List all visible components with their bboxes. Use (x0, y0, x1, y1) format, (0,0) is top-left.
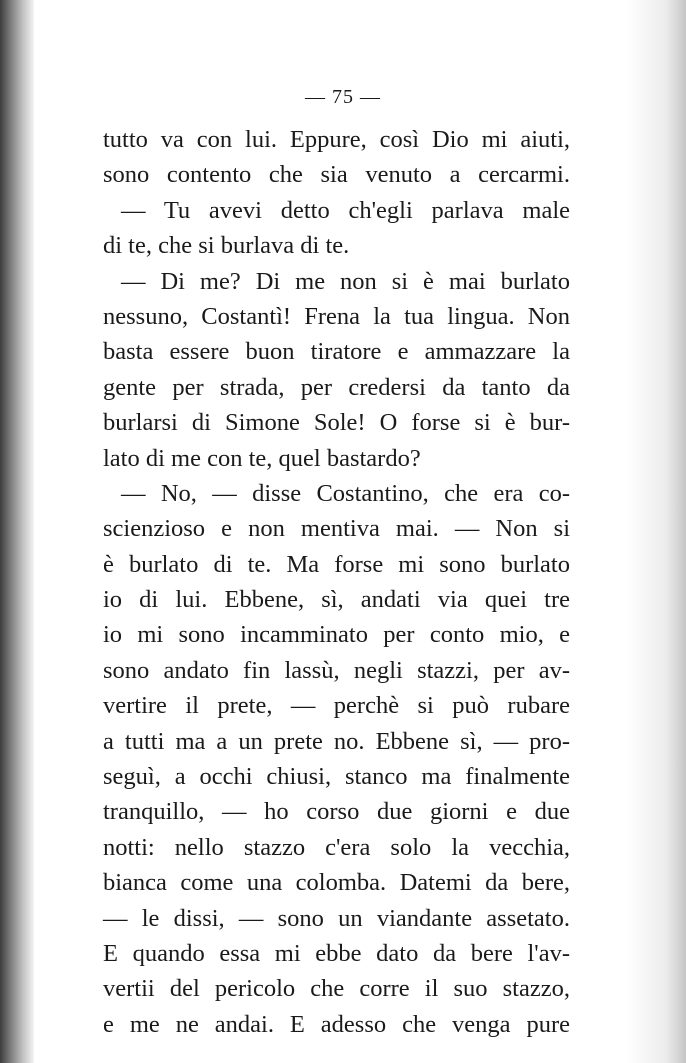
page-number: — 75 — (305, 86, 381, 108)
text-line: io di lui. Ebbene, sì, andati via quei tre (103, 586, 570, 614)
text-line: vertire il prete, — perchè si può rubare (103, 692, 570, 720)
text-line: basta essere buon tiratore e ammazzare la (103, 338, 570, 366)
text-line: sono contento che sia venuto a cercarmi. (103, 161, 570, 189)
text-line: — Di me? Di me non si è mai burlato (121, 267, 570, 295)
text-line: scienzioso e non mentiva mai. — Non si (103, 515, 570, 543)
text-line: è burlato di te. Ma forse mi sono burlato (103, 550, 570, 578)
body-text (103, 122, 570, 1042)
text-line: lato di me con te, quel bastardo? (103, 444, 421, 472)
book-gutter-shadow (0, 0, 34, 1063)
text-line: a tutti ma a un prete no. Ebbene sì, — pro- (103, 727, 570, 755)
text-line: — Tu avevi detto ch'egli parlava male (121, 196, 570, 224)
text-line: gente per strada, per credersi da tanto da (103, 373, 570, 401)
text-line: E quando essa mi ebbe dato da bere l'av- (103, 939, 570, 967)
text-line: di te, che si burlava di te. (103, 232, 350, 260)
text-line: — le dissi, — sono un viandante assetato. (103, 904, 570, 932)
text-line: notti: nello stazzo c'era solo la vecchia, (103, 833, 570, 861)
text-line: nessuno, Costantì! Frena la tua lingua. Non (103, 302, 570, 330)
page-edge-shadow (626, 0, 686, 1063)
text-line: tranquillo, — ho corso due giorni e due (103, 798, 570, 826)
text-line: e me ne andai. E adesso che venga pure (103, 1010, 570, 1038)
text-line: — No, — disse Costantino, che era co- (121, 479, 570, 507)
text-line: tutto va con lui. Eppure, così Dio mi aiuti, (103, 126, 570, 153)
text-line: bianca come una colomba. Datemi da bere, (103, 869, 570, 897)
text-line: vertii del pericolo che corre il suo stazzo, (103, 975, 570, 1003)
text-line: sono andato fin lassù, negli stazzi, per av- (103, 656, 570, 684)
text-line: seguì, a occhi chiusi, stanco ma finalmente (103, 763, 570, 791)
text-line: io mi sono incamminato per conto mio, e (103, 621, 570, 649)
text-line: burlarsi di Simone Sole! O forse si è bur- (103, 409, 570, 437)
